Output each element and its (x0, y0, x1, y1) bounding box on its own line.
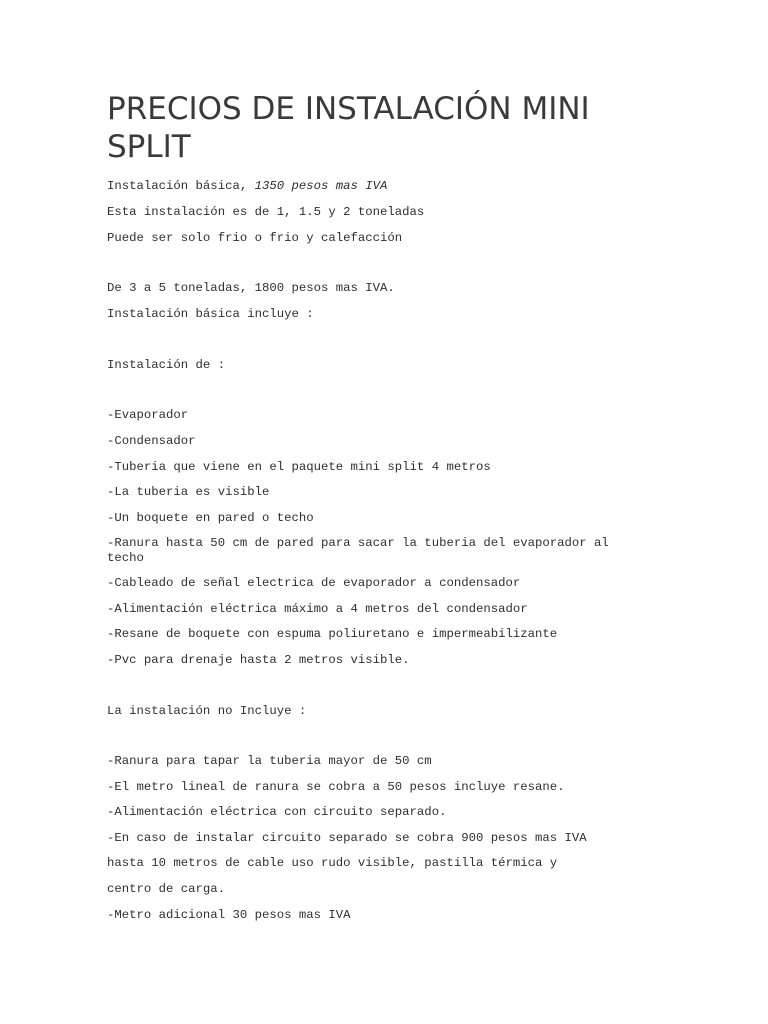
list-item: -Resane de boquete con espuma poliuretano e impermeabilizante (107, 627, 558, 641)
list-item: -Alimentación eléctrica con circuito separado. (107, 805, 447, 819)
basic-installation-price: 1350 pesos mas IVA (254, 179, 388, 193)
list-item: -Pvc para drenaje hasta 2 metros visible. (107, 653, 410, 667)
capacity-line: Esta instalación es de 1, 1.5 y 2 toneladas (107, 205, 425, 219)
basic-installation-label: Instalación básica, (107, 179, 255, 193)
basic-installation-line (107, 179, 387, 194)
list-item: -Ranura hasta 50 cm de pared para sacar la tuberia del evaporador al techo (107, 536, 609, 565)
list-item: -Evaporador (107, 408, 189, 422)
list-item: -Metro adicional 30 pesos mas IVA (107, 908, 351, 922)
list-item: -Alimentación eléctrica máximo a 4 metros del condensador (107, 602, 528, 616)
includes-heading: Instalación básica incluye : (107, 307, 314, 321)
list-item: -Un boquete en pared o techo (107, 511, 314, 525)
not-included-heading: La instalación no Incluye : (107, 704, 307, 718)
large-capacity-price-line: De 3 a 5 toneladas, 1800 pesos mas IVA. (107, 281, 395, 295)
list-item-continuation: hasta 10 metros de cable uso rudo visible, pastilla térmica y (107, 856, 558, 870)
page-title: PRECIOS DE INSTALACIÓN MINI SPLIT (107, 91, 590, 165)
list-item: -Ranura para tapar la tuberia mayor de 50 cm (107, 754, 432, 768)
list-item: -La tuberia es visible (107, 485, 270, 499)
list-item: -En caso de instalar circuito separado se cobra 900 pesos mas IVA (107, 831, 587, 845)
installation-of-heading: Instalación de : (107, 358, 226, 372)
list-item: -Cableado de señal electrica de evaporador a condensador (107, 576, 521, 590)
list-item: -Tuberia que viene en el paquete mini split 4 metros (107, 460, 491, 474)
mode-line: Puede ser solo frio o frio y calefacción (107, 231, 403, 245)
list-item: -Condensador (107, 434, 196, 448)
list-item-continuation: centro de carga. (107, 882, 226, 896)
list-item: -El metro lineal de ranura se cobra a 50 pesos incluye resane. (107, 780, 565, 794)
